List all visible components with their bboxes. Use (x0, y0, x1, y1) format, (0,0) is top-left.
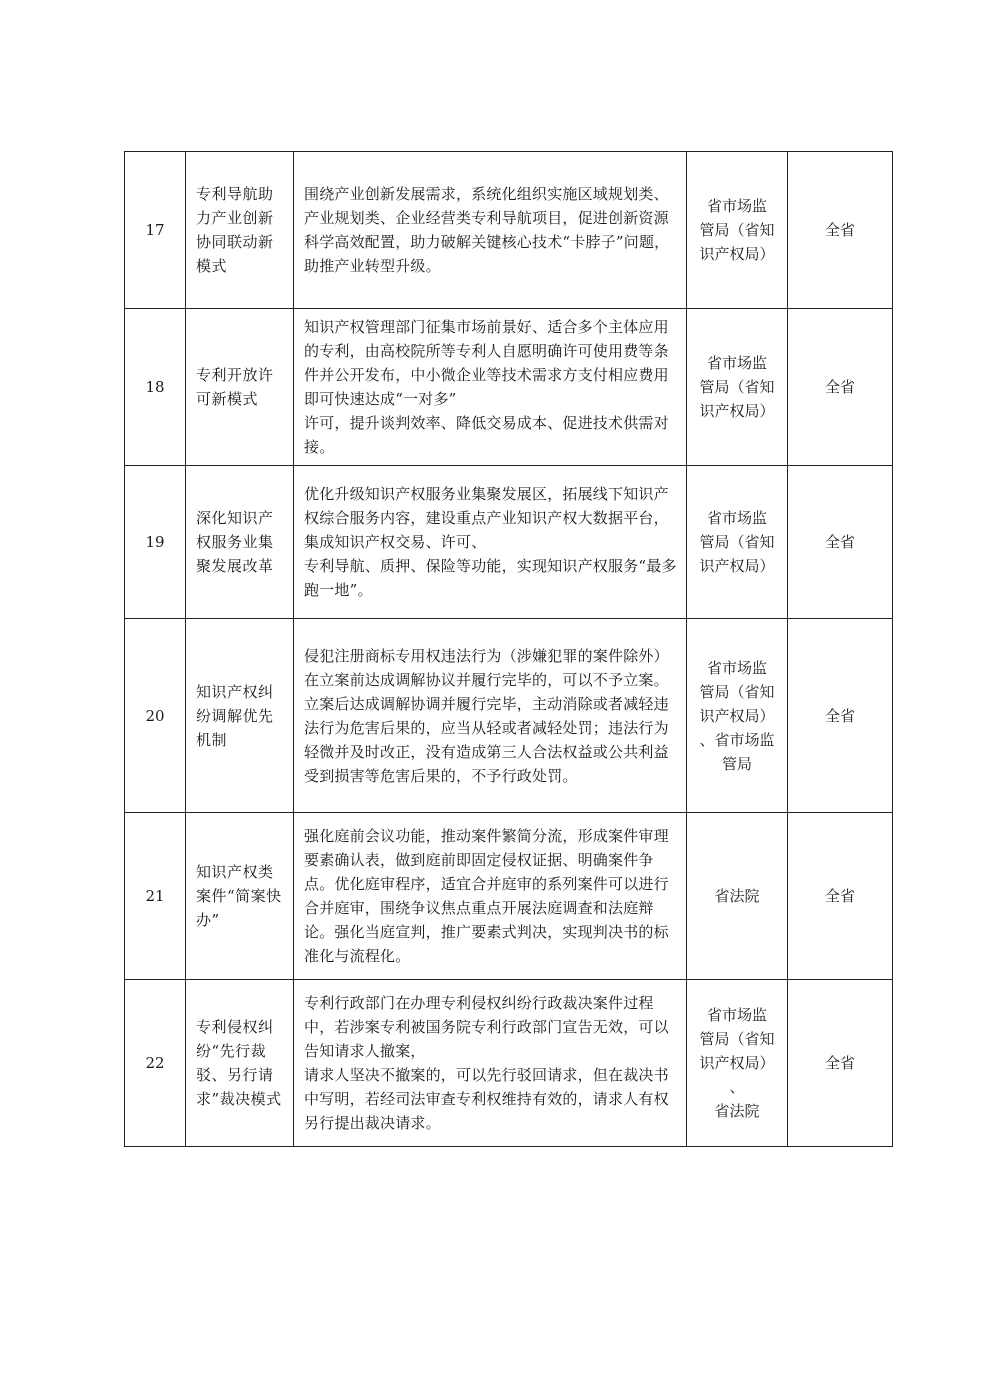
row-number: 20 (125, 619, 186, 813)
responsible-department-cell (687, 466, 788, 619)
responsible-department: 省市场监 管局（省知 识产权局） (699, 197, 775, 263)
responsible-department: 省市场监 管局（省知 识产权局） 、省市场监 管局 (699, 658, 775, 773)
responsible-department: 省法院 (714, 887, 760, 905)
measure-name-cell (186, 152, 294, 309)
responsible-department-cell (687, 309, 788, 466)
row-number: 18 (125, 309, 186, 466)
measure-name: 专利侵权纠纷“先行裁驳、另行请求”裁决模式 (196, 1018, 282, 1108)
measure-name-cell (186, 980, 294, 1147)
measure-description: 优化升级知识产权服务业集聚发展区，拓展线下知识产权综合服务内容，建设重点产业知识产权大数据平台，集成知识产权交易、许可、 专利导航、质押、保险等功能，实现知识产权服务“最多跑一地”。 (304, 485, 677, 599)
measure-description-cell (294, 152, 687, 309)
scope: 全省 (788, 152, 893, 309)
responsible-department-cell (687, 619, 788, 813)
measure-description: 围绕产业创新发展需求，系统化组织实施区域规划类、产业规划类、企业经营类专利导航项目，促进创新资源科学高效配置，助力破解关键核心技术“卡脖子”问题，助推产业转型升级。 (304, 185, 670, 275)
scope: 全省 (788, 309, 893, 466)
scope: 全省 (788, 466, 893, 619)
responsible-department: 省市场监 管局（省知 识产权局） (699, 509, 775, 575)
responsible-department-cell (687, 152, 788, 309)
responsible-department: 省市场监 管局（省知 识产权局） 、 省法院 (699, 1006, 775, 1120)
reform-measures-table (124, 151, 893, 1147)
responsible-department-cell (687, 813, 788, 980)
table-row (125, 980, 893, 1147)
measure-description: 专利行政部门在办理专利侵权纠纷行政裁决案件过程中，若涉案专利被国务院专利行政部门宣告无效，可以告知请求人撤案， 请求人坚决不撤案的，可以先行驳回请求，但在裁决书中写明，若经司法审查专利权维持有效的，请求人有权另行提出裁决请求。 (304, 994, 669, 1132)
table-row (125, 309, 893, 466)
measure-description-cell (294, 309, 687, 466)
measure-description: 知识产权管理部门征集市场前景好、适合多个主体应用的专利，由高校院所等专利人自愿明确许可使用费等条件并公开发布，中小微企业等技术需求方支付相应费用即可快速达成“一对多” 许可，提升谈判效率、降低交易成本、促进技术供需对接。 (304, 318, 669, 456)
table-row (125, 152, 893, 309)
responsible-department-cell (687, 980, 788, 1147)
measure-name: 专利开放许可新模式 (196, 366, 274, 408)
scope: 全省 (788, 619, 893, 813)
measure-name-cell (186, 813, 294, 980)
measure-description: 强化庭前会议功能，推动案件繁简分流，形成案件审理要素确认表，做到庭前即固定侵权证据、明确案件争点。优化庭审程序，适宜合并庭审的系列案件可以进行合并庭审，围绕争议焦点重点开展法庭调查和法庭辩论。强化当庭宣判，推广要素式判决，实现判决书的标准化与流程化。 (304, 827, 669, 965)
scope: 全省 (788, 813, 893, 980)
row-number: 19 (125, 466, 186, 619)
row-number: 21 (125, 813, 186, 980)
measure-name-cell (186, 309, 294, 466)
measure-description-cell (294, 619, 687, 813)
measure-name-cell (186, 619, 294, 813)
measure-name: 知识产权类案件“简案快办” (196, 863, 282, 929)
row-number: 22 (125, 980, 186, 1147)
measure-description-cell (294, 466, 687, 619)
measure-name: 专利导航助力产业创新协同联动新模式 (196, 185, 274, 275)
table-row (125, 619, 893, 813)
measure-name: 深化知识产权服务业集聚发展改革 (196, 509, 274, 575)
row-number: 17 (125, 152, 186, 309)
table-row (125, 813, 893, 980)
measure-name-cell (186, 466, 294, 619)
measure-name: 知识产权纠纷调解优先机制 (196, 682, 274, 749)
responsible-department: 省市场监 管局（省知 识产权局） (699, 354, 775, 420)
table-row (125, 466, 893, 619)
measure-description-cell (294, 980, 687, 1147)
measure-description: 侵犯注册商标专用权违法行为（涉嫌犯罪的案件除外）在立案前达成调解协议并履行完毕的，可以不予立案。立案后达成调解协调并履行完毕，主动消除或者减轻违法行为危害后果的，应当从轻或者减轻处罚；违法行为轻微并及时改正，没有造成第三人合法权益或公共利益受到损害等危害后果的，不予行政处罚。 (304, 646, 669, 785)
scope: 全省 (788, 980, 893, 1147)
measure-description-cell (294, 813, 687, 980)
